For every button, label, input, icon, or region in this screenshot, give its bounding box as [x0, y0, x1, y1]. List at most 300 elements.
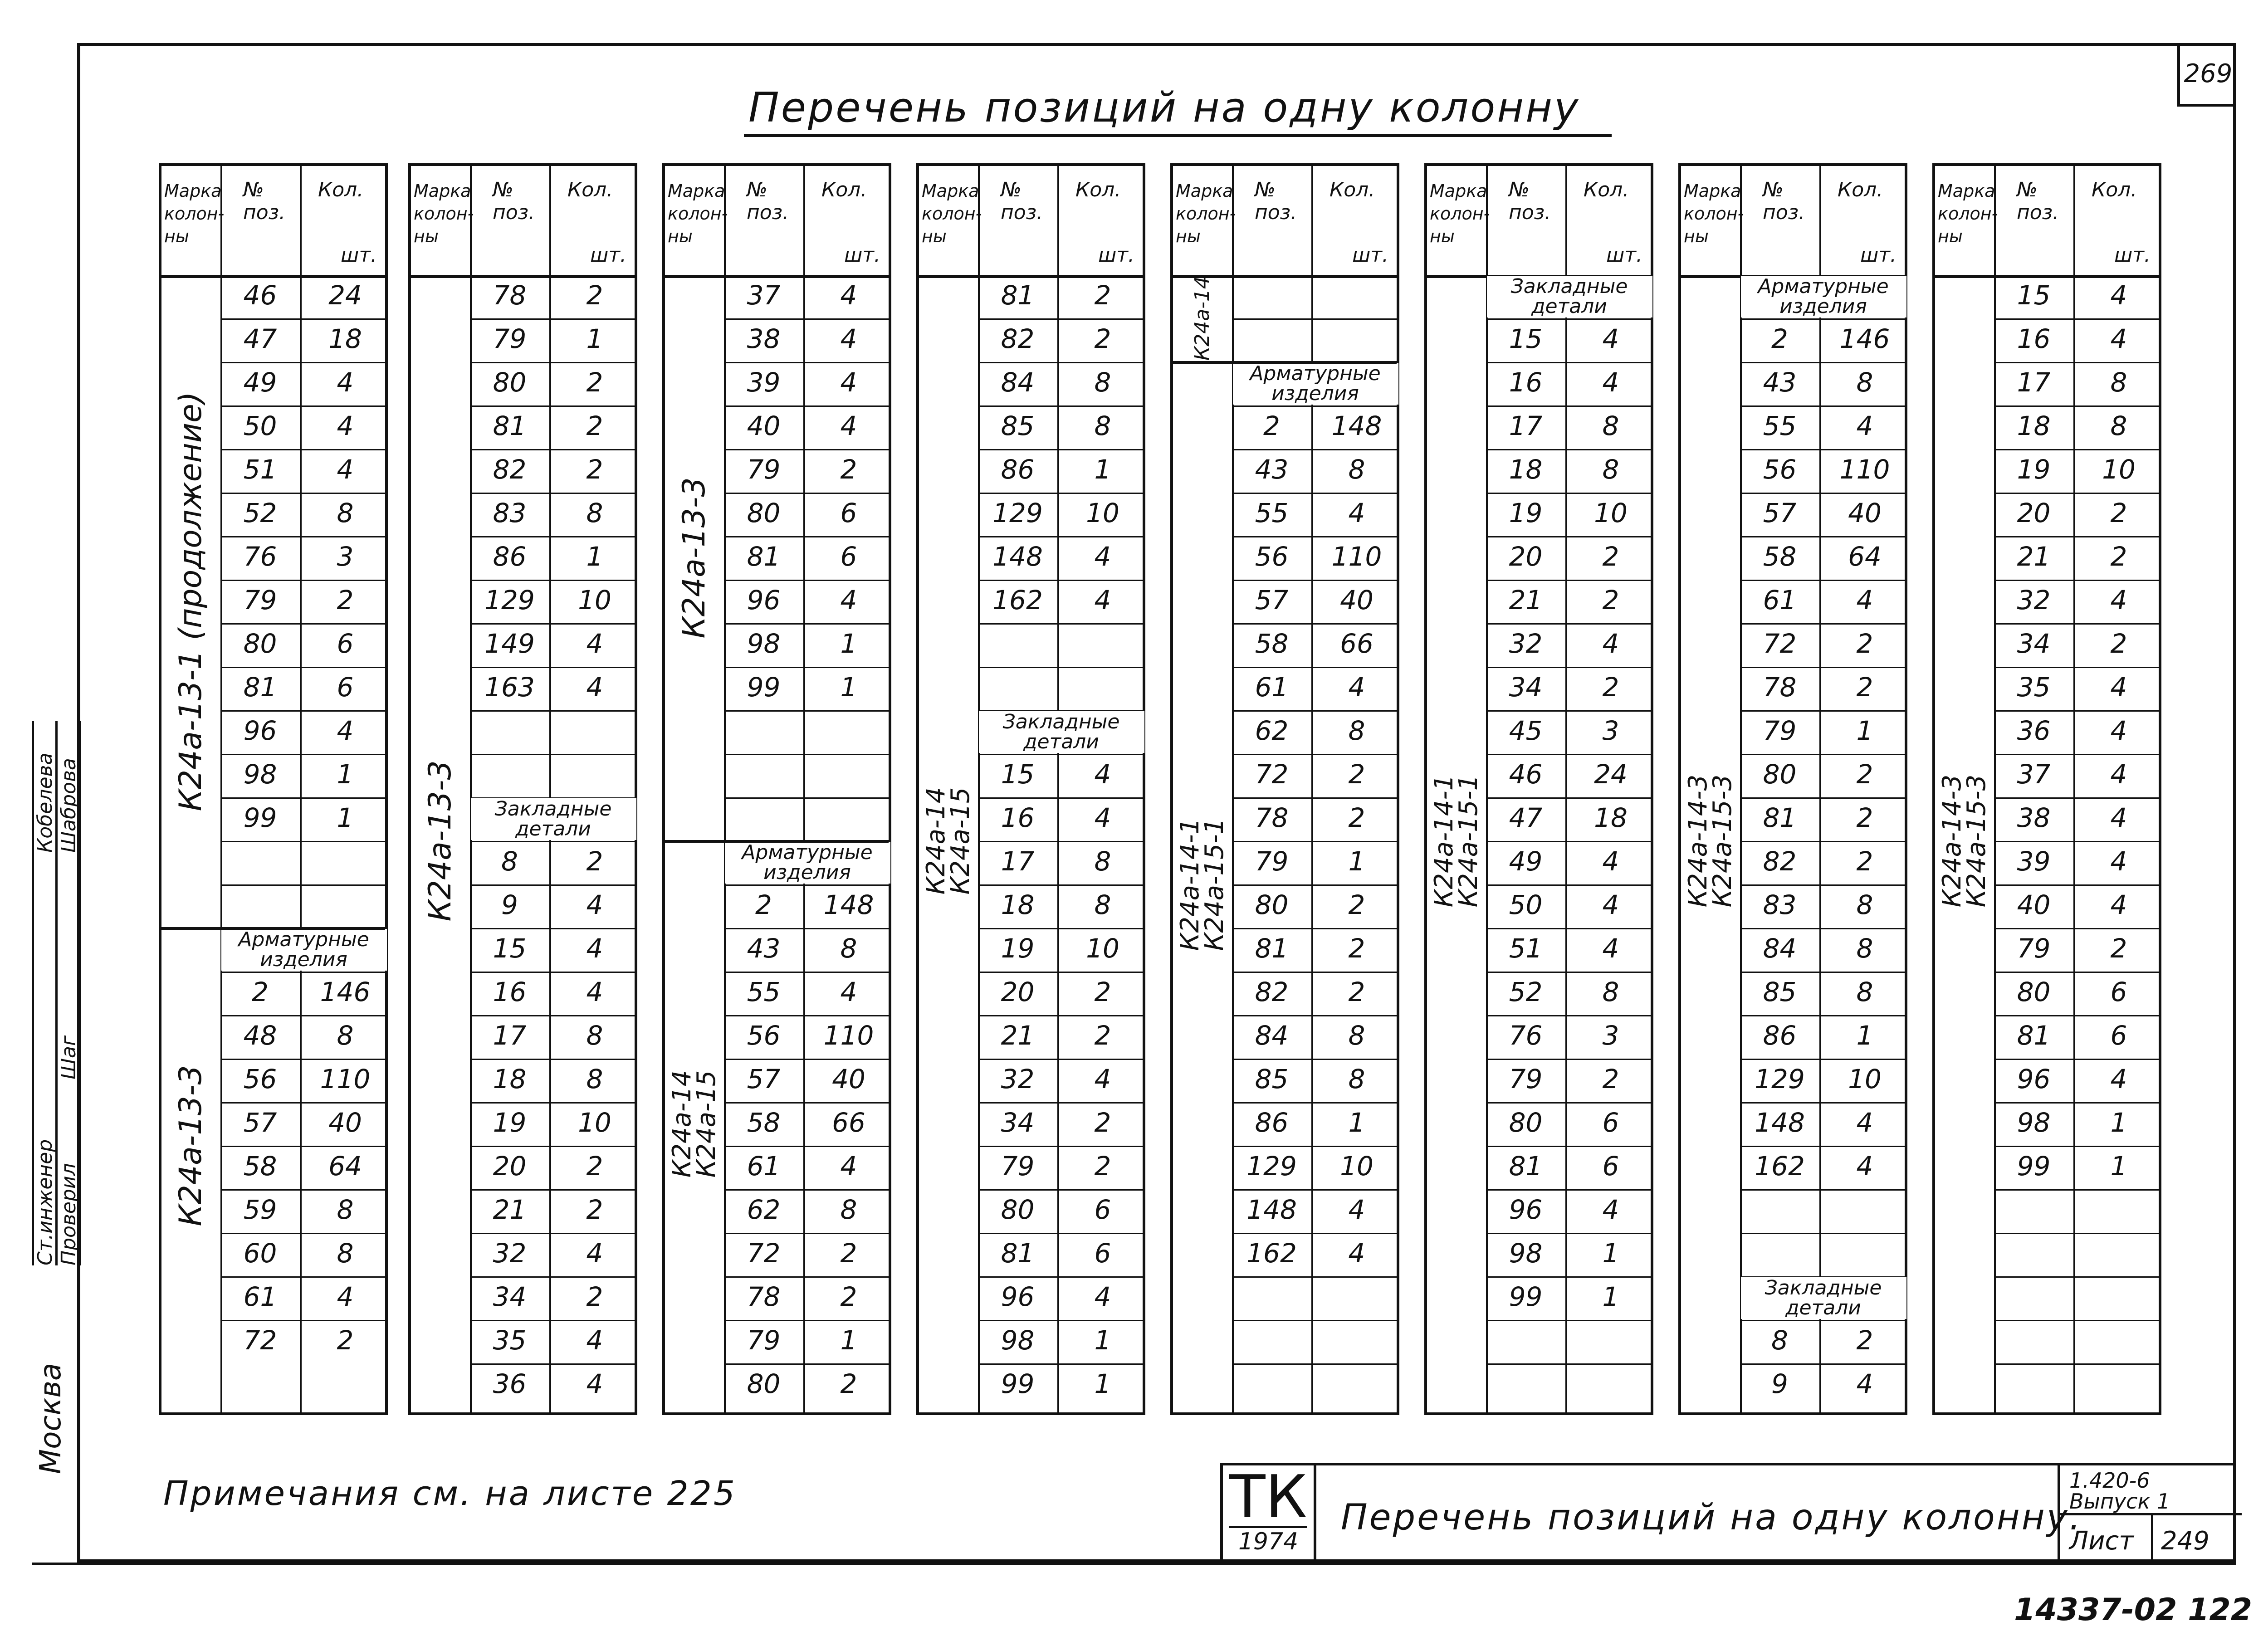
position-number: 79	[747, 1325, 781, 1356]
position-number: 99	[1509, 1281, 1543, 1312]
column-mark: К24а-14 К24а-15	[667, 1070, 721, 1178]
position-number: 19	[2017, 454, 2051, 485]
position-number: 16	[2017, 323, 2051, 354]
position-number: 85	[1763, 977, 1797, 1007]
quantity-value: 110	[1331, 541, 1382, 572]
position-number: 148	[992, 541, 1043, 572]
quantity-value: 2	[2110, 541, 2127, 572]
quantity-value: 40	[1848, 498, 1882, 528]
position-number: 57	[747, 1064, 781, 1094]
position-number: 55	[1763, 410, 1797, 441]
quantity-value: 148	[1331, 410, 1382, 441]
position-number: 84	[1001, 367, 1035, 398]
quantity-value: 4	[2110, 846, 2127, 877]
sheet-label: Лист	[2069, 1526, 2134, 1556]
quantity-value: 4	[586, 628, 603, 659]
quantity-value: 1	[840, 1325, 857, 1356]
position-number: 46	[243, 280, 277, 311]
position-number: 9	[1771, 1368, 1788, 1399]
quantity-value: 4	[586, 672, 603, 703]
quantity-value	[549, 710, 640, 751]
position-number: 85	[1001, 410, 1035, 441]
position-number: 39	[2017, 846, 2051, 877]
quantity-value: 2	[1348, 977, 1365, 1007]
quantity-value: 10	[578, 585, 611, 615]
quantity-value: 4	[337, 410, 354, 441]
section-heading: Закладные детали	[494, 797, 612, 840]
position-number: 84	[1763, 933, 1797, 964]
position-number: 20	[1001, 977, 1035, 1007]
quantity-value: 8	[1094, 367, 1111, 398]
quantity-value	[1311, 1363, 1402, 1404]
position-number: 96	[2017, 1064, 2051, 1094]
position-number: 72	[1255, 759, 1289, 790]
quantity-value: 8	[586, 1064, 603, 1094]
position-number: 46	[1509, 759, 1543, 790]
quantity-value: 2	[586, 1151, 603, 1182]
quantity-value: 2	[1348, 802, 1365, 833]
quantity-value: 6	[1602, 1107, 1619, 1138]
quantity-value: 4	[1348, 1194, 1365, 1225]
position-number	[978, 623, 1057, 664]
quantity-value	[2073, 1363, 2164, 1404]
stamp-role-2: Проверил	[57, 1163, 80, 1265]
column-mark: К24а-13-3	[173, 1065, 209, 1226]
position-number: 32	[2017, 585, 2051, 615]
header-quantity: Кол. шт.	[318, 178, 377, 267]
quantity-value: 8	[2110, 367, 2127, 398]
quantity-value: 8	[1602, 454, 1619, 485]
position-number	[220, 841, 300, 882]
quantity-value	[1819, 1233, 1910, 1274]
quantity-value: 8	[337, 1020, 354, 1051]
position-number: 40	[2017, 889, 2051, 920]
quantity-value: 2	[586, 846, 603, 877]
position-number: 61	[243, 1281, 277, 1312]
position-number: 78	[1763, 672, 1797, 703]
quantity-value: 10	[1086, 933, 1119, 964]
position-number: 55	[1255, 498, 1289, 528]
stamp-role-1: Ст.инженер	[34, 1139, 57, 1265]
quantity-value: 2	[1348, 933, 1365, 964]
quantity-value: 1	[1602, 1238, 1619, 1269]
quantity-value: 40	[1340, 585, 1374, 615]
position-number	[724, 797, 803, 838]
position-number: 81	[747, 541, 781, 572]
position-number: 78	[747, 1281, 781, 1312]
position-number	[1486, 1363, 1565, 1404]
position-number: 16	[493, 977, 527, 1007]
quantity-value: 4	[1094, 1281, 1111, 1312]
quantity-value: 2	[586, 280, 603, 311]
position-number: 32	[493, 1238, 527, 1269]
quantity-value: 4	[2110, 585, 2127, 615]
quantity-value: 6	[337, 628, 354, 659]
quantity-value: 4	[1094, 1064, 1111, 1094]
quantity-value: 4	[840, 585, 857, 615]
quantity-value: 4	[1856, 1151, 1873, 1182]
position-number: 57	[243, 1107, 277, 1138]
quantity-value: 1	[1348, 1107, 1365, 1138]
quantity-value: 4	[2110, 889, 2127, 920]
header-position: № поз.	[1001, 178, 1043, 224]
position-number: 56	[747, 1020, 781, 1051]
quantity-value: 1	[840, 672, 857, 703]
quantity-value: 2	[1094, 280, 1111, 311]
position-number: 59	[243, 1194, 277, 1225]
quantity-value: 64	[328, 1151, 362, 1182]
quantity-value: 2	[840, 1238, 857, 1269]
section-heading: Арматурные изделия	[1250, 362, 1381, 405]
quantity-value: 6	[840, 498, 857, 528]
position-table	[662, 163, 891, 1415]
quantity-value: 2	[1856, 759, 1873, 790]
position-number: 38	[2017, 802, 2051, 833]
quantity-value: 4	[337, 1281, 354, 1312]
quantity-value: 24	[328, 280, 362, 311]
city-label: Москва	[34, 1363, 68, 1474]
quantity-value: 1	[1602, 1281, 1619, 1312]
table-header	[1427, 166, 1651, 278]
column-mark: К24а-14 К24а-15	[921, 787, 975, 895]
header-quantity: Кол. шт.	[567, 178, 626, 267]
quantity-value: 4	[586, 889, 603, 920]
position-number: 96	[1001, 1281, 1035, 1312]
header-position: № поз.	[1509, 178, 1551, 224]
position-number: 61	[1763, 585, 1797, 615]
position-number: 99	[243, 802, 277, 833]
position-number: 35	[2017, 672, 2051, 703]
position-number: 82	[1255, 977, 1289, 1007]
header-position: № поз.	[493, 178, 535, 224]
position-table	[1424, 163, 1653, 1415]
quantity-value: 4	[2110, 672, 2127, 703]
position-number: 80	[243, 628, 277, 659]
position-number: 19	[1001, 933, 1035, 964]
quantity-value	[1311, 1320, 1402, 1361]
position-number: 79	[1509, 1064, 1543, 1094]
quantity-value	[300, 841, 391, 882]
quantity-value: 8	[337, 1194, 354, 1225]
quantity-value: 6	[337, 672, 354, 703]
header-unit: шт.	[844, 244, 880, 267]
quantity-value	[1819, 1189, 1910, 1230]
quantity-value: 1	[586, 323, 603, 354]
position-number: 21	[493, 1194, 527, 1225]
quantity-value: 4	[1602, 367, 1619, 398]
position-number: 96	[243, 715, 277, 746]
quantity-value: 8	[337, 1238, 354, 1269]
quantity-value: 4	[1602, 323, 1619, 354]
section-heading: Арматурные изделия	[238, 928, 369, 971]
column-mark: К24а-14	[1191, 276, 1214, 361]
quantity-value: 1	[1094, 1368, 1111, 1399]
quantity-value	[803, 754, 894, 795]
position-number: 36	[493, 1368, 527, 1399]
position-number	[1232, 1320, 1311, 1361]
position-number: 20	[2017, 498, 2051, 528]
position-number: 36	[2017, 715, 2051, 746]
quantity-value: 2	[1856, 846, 1873, 877]
position-number: 98	[747, 628, 781, 659]
position-number: 79	[1001, 1151, 1035, 1182]
header-quantity: Кол. шт.	[1838, 178, 1897, 267]
quantity-value: 18	[328, 323, 362, 354]
quantity-value: 3	[337, 541, 354, 572]
position-number	[1994, 1363, 2073, 1404]
position-number: 79	[2017, 933, 2051, 964]
position-number: 20	[1509, 541, 1543, 572]
position-number: 82	[1001, 323, 1035, 354]
position-number: 62	[1255, 715, 1289, 746]
position-number	[1232, 1363, 1311, 1404]
position-number: 58	[243, 1151, 277, 1182]
header-position: № поз.	[2017, 178, 2059, 224]
quantity-value: 2	[1856, 802, 1873, 833]
quantity-value: 4	[1348, 498, 1365, 528]
series-issue: Выпуск 1	[2069, 1489, 2170, 1514]
table-header	[411, 166, 635, 278]
quantity-value: 10	[1848, 1064, 1882, 1094]
header-position: № поз.	[747, 178, 789, 224]
quantity-value: 8	[1602, 977, 1619, 1007]
quantity-value: 1	[337, 802, 354, 833]
title-block-name: Перечень позиций на одну колонну.	[1341, 1497, 2082, 1538]
position-number: 15	[1509, 323, 1543, 354]
sheet-number-cell	[2060, 1515, 2242, 1565]
series-code	[2060, 1465, 2242, 1515]
quantity-value: 2	[1602, 541, 1619, 572]
quantity-value: 8	[586, 1020, 603, 1051]
header-position: № поз.	[1255, 178, 1297, 224]
position-number: 72	[747, 1238, 781, 1269]
position-number: 34	[1509, 672, 1543, 703]
position-number: 82	[493, 454, 527, 485]
quantity-value: 4	[586, 1368, 603, 1399]
quantity-value: 4	[337, 715, 354, 746]
position-number	[470, 754, 549, 795]
position-number: 148	[1246, 1194, 1297, 1225]
position-table	[408, 163, 637, 1415]
position-number: 60	[243, 1238, 277, 1269]
position-number: 76	[243, 541, 277, 572]
position-number: 16	[1001, 802, 1035, 833]
header-unit: шт.	[590, 244, 626, 267]
position-number: 18	[2017, 410, 2051, 441]
header-quantity: Кол. шт.	[1075, 178, 1134, 267]
quantity-value: 4	[2110, 323, 2127, 354]
quantity-value	[1057, 667, 1148, 708]
series-number: 1.420-6	[2069, 1468, 2150, 1493]
position-number: 52	[1509, 977, 1543, 1007]
position-number: 129	[992, 498, 1043, 528]
position-number: 20	[493, 1151, 527, 1182]
quantity-value: 4	[1856, 1368, 1873, 1399]
position-number: 78	[1255, 802, 1289, 833]
position-number: 2	[1263, 410, 1280, 441]
position-number: 43	[1255, 454, 1289, 485]
column-mark: К24а-14-1 К24а-15-1	[1175, 818, 1229, 951]
position-number: 49	[1509, 846, 1543, 877]
position-number: 8	[1771, 1325, 1788, 1356]
column-mark: К24а-13-3	[422, 760, 458, 922]
position-number: 35	[493, 1325, 527, 1356]
quantity-value: 4	[1856, 1107, 1873, 1138]
quantity-value: 110	[823, 1020, 874, 1051]
position-number	[1994, 1320, 2073, 1361]
quantity-value: 146	[1839, 323, 1890, 354]
position-number: 129	[1755, 1064, 1805, 1094]
quantity-value: 2	[1856, 1325, 1873, 1356]
stamp-signature: Шаг	[57, 1035, 80, 1079]
position-number: 19	[493, 1107, 527, 1138]
position-number: 81	[1763, 802, 1797, 833]
stamp-name-1: Кобелева	[34, 752, 57, 853]
position-number	[1740, 1233, 1819, 1274]
quantity-value: 1	[1348, 846, 1365, 877]
position-number: 47	[1509, 802, 1543, 833]
header-quantity: Кол. шт.	[821, 178, 880, 267]
title-block-org	[1223, 1462, 1316, 1563]
position-number: 34	[1001, 1107, 1035, 1138]
position-number: 149	[484, 628, 535, 659]
quantity-value: 4	[840, 1151, 857, 1182]
quantity-value: 2	[1602, 585, 1619, 615]
quantity-value: 66	[1340, 628, 1374, 659]
position-number: 37	[747, 280, 781, 311]
quantity-value: 8	[586, 498, 603, 528]
quantity-value: 6	[1602, 1151, 1619, 1182]
section-heading: Закладные детали	[1765, 1276, 1882, 1319]
quantity-value: 4	[1856, 585, 1873, 615]
quantity-value: 4	[840, 410, 857, 441]
quantity-value: 4	[586, 977, 603, 1007]
quantity-value: 6	[2110, 1020, 2127, 1051]
position-number	[1486, 1320, 1565, 1361]
position-number: 98	[243, 759, 277, 790]
column-mark: К24а-14-3 К24а-15-3	[1937, 774, 1991, 908]
table-header	[1681, 166, 1905, 278]
position-number: 72	[1763, 628, 1797, 659]
table-header	[665, 166, 889, 278]
position-number: 99	[747, 672, 781, 703]
section-heading: Закладные детали	[1510, 275, 1628, 318]
table-header	[919, 166, 1143, 278]
quantity-value: 1	[586, 541, 603, 572]
position-number: 86	[1001, 454, 1035, 485]
position-number: 85	[1255, 1064, 1289, 1094]
position-number: 86	[1763, 1020, 1797, 1051]
position-number: 18	[493, 1064, 527, 1094]
position-number: 61	[1255, 672, 1289, 703]
position-number: 34	[493, 1281, 527, 1312]
quantity-value: 4	[1602, 846, 1619, 877]
position-number	[724, 754, 803, 795]
quantity-value: 4	[2110, 802, 2127, 833]
quantity-value: 2	[840, 1368, 857, 1399]
page-title: Перечень позиций на одну колонну	[744, 84, 1612, 137]
quantity-value: 4	[1094, 759, 1111, 790]
quantity-value: 4	[840, 367, 857, 398]
quantity-value: 4	[337, 367, 354, 398]
position-number: 86	[1255, 1107, 1289, 1138]
quantity-value: 40	[328, 1107, 362, 1138]
archive-number: 14337-02 122	[2014, 1592, 2253, 1628]
position-number: 62	[747, 1194, 781, 1225]
position-number: 86	[493, 541, 527, 572]
position-number: 78	[493, 280, 527, 311]
header-quantity: Кол. шт.	[1330, 178, 1388, 267]
org-mark: ТК	[1229, 1462, 1307, 1531]
quantity-value: 2	[1856, 628, 1873, 659]
position-number: 58	[1763, 541, 1797, 572]
header-mark: Марка колон- ны	[668, 181, 728, 246]
quantity-value: 4	[840, 323, 857, 354]
position-number: 56	[1255, 541, 1289, 572]
quantity-value: 1	[1856, 1020, 1873, 1051]
quantity-value: 2	[1602, 672, 1619, 703]
quantity-value: 10	[1086, 498, 1119, 528]
quantity-value: 2	[1094, 323, 1111, 354]
position-number: 34	[2017, 628, 2051, 659]
position-number: 48	[243, 1020, 277, 1051]
quantity-value: 4	[586, 1238, 603, 1269]
position-number: 50	[243, 410, 277, 441]
position-table	[1678, 163, 1907, 1415]
table-header	[1935, 166, 2159, 278]
position-number: 72	[243, 1325, 277, 1356]
position-number: 81	[1255, 933, 1289, 964]
quantity-value: 40	[832, 1064, 865, 1094]
position-number: 17	[1001, 846, 1035, 877]
position-number: 32	[1001, 1064, 1035, 1094]
position-number: 21	[1001, 1020, 1035, 1051]
quantity-value: 2	[586, 367, 603, 398]
header-mark: Марка колон- ны	[1176, 181, 1236, 246]
position-number: 98	[1001, 1325, 1035, 1356]
position-number: 52	[243, 498, 277, 528]
header-mark: Марка колон- ны	[414, 181, 474, 246]
position-number: 2	[1771, 323, 1788, 354]
position-number	[220, 884, 300, 925]
quantity-value: 8	[1856, 889, 1873, 920]
quantity-value: 2	[2110, 933, 2127, 964]
position-number: 81	[493, 410, 527, 441]
quantity-value: 6	[840, 541, 857, 572]
quantity-value: 2	[586, 1281, 603, 1312]
position-number: 2	[755, 889, 772, 920]
position-number: 58	[747, 1107, 781, 1138]
quantity-value	[1311, 1276, 1402, 1317]
position-number: 58	[1255, 628, 1289, 659]
column-mark: К24а-13-1 (продолжение)	[173, 391, 209, 811]
quantity-value: 8	[1348, 1020, 1365, 1051]
position-number: 43	[747, 933, 781, 964]
position-number: 98	[1509, 1238, 1543, 1269]
header-quantity: Кол. шт.	[2092, 178, 2151, 267]
position-number: 18	[1509, 454, 1543, 485]
quantity-value: 4	[1348, 672, 1365, 703]
position-number: 79	[1255, 846, 1289, 877]
quantity-value: 6	[1094, 1238, 1111, 1269]
quantity-value: 4	[586, 1325, 603, 1356]
position-number: 80	[747, 1368, 781, 1399]
position-number: 76	[1509, 1020, 1543, 1051]
quantity-value: 2	[586, 454, 603, 485]
quantity-value: 3	[1602, 1020, 1619, 1051]
sheet-number: 249	[2161, 1526, 2209, 1556]
quantity-value: 2	[1348, 759, 1365, 790]
